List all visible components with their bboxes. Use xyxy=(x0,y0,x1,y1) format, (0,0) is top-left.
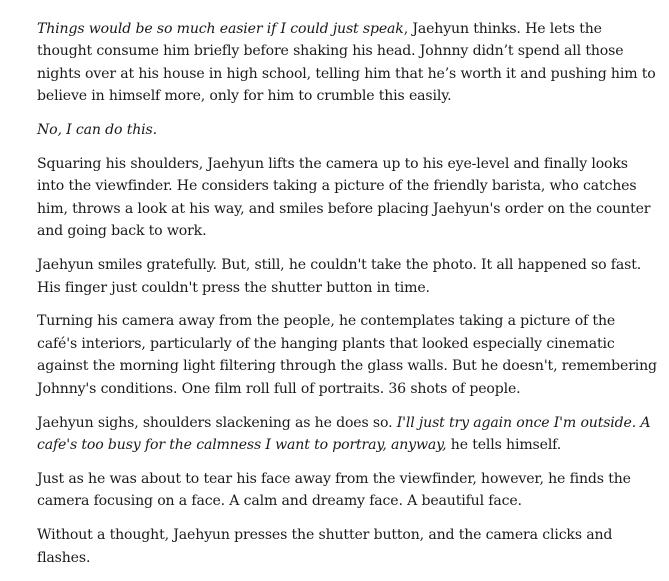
paragraph-6-italic-thought: I'll just try again once I'm outside. A cafe's too busy for the calmness I want to portray, anyway, xyxy=(37,414,651,453)
paragraph-3: Squaring his shoulders, Jaehyun lifts the camera up to his eye-level and finally looks into the viewfinder. He considers taking a picture of the friendly barista, who catches him, throws a look at his way, and smiles before placing Jaehyun's order on the counter and going back to work. xyxy=(37,156,651,240)
paragraph-1 xyxy=(37,18,657,108)
paragraph-2 xyxy=(37,119,657,141)
paragraph-1-italic-thought: Things would be so much easier if I could just speak xyxy=(37,21,404,37)
paragraph-6 xyxy=(37,412,657,457)
paragraph-1-text: , Jaehyun thinks. He lets the thought consume him briefly before shaking his head. Johnny didn’t spend all those nights over at his house in high school, telling him that he’s worth it and pushing him to believe in himself more, only for him to crumble this easily. xyxy=(37,21,656,105)
paragraph-5: Turning his camera away from the people, he contemplates taking a picture of the café's interiors, particularly of the hanging plants that looked especially cinematic against the morning light filtering through the glass walls. But he doesn't, remembering Johnny's conditions. One film roll full of portraits. 36 shots of people. xyxy=(37,313,657,397)
paragraph-2-italic-thought: No, I can do this. xyxy=(37,122,157,139)
paragraph-7: Just as he was about to tear his face away from the viewfinder, however, he finds the camera focusing on a face. A calm and dreamy face. A beautiful face. xyxy=(37,470,631,510)
paragraph-6-lead: Jaehyun sighs, shoulders slackening as he does so. xyxy=(37,414,397,431)
paragraph-6-tail: he tells himself. xyxy=(446,437,562,453)
story-text xyxy=(37,18,657,581)
paragraph-8: Without a thought, Jaehyun presses the shutter button, and the camera clicks and flashes. xyxy=(37,527,613,566)
paragraph-4: Jaehyun smiles gratefully. But, still, he couldn't take the photo. It all happened so fast. His finger just couldn't press the shutter button in time. xyxy=(37,257,642,296)
